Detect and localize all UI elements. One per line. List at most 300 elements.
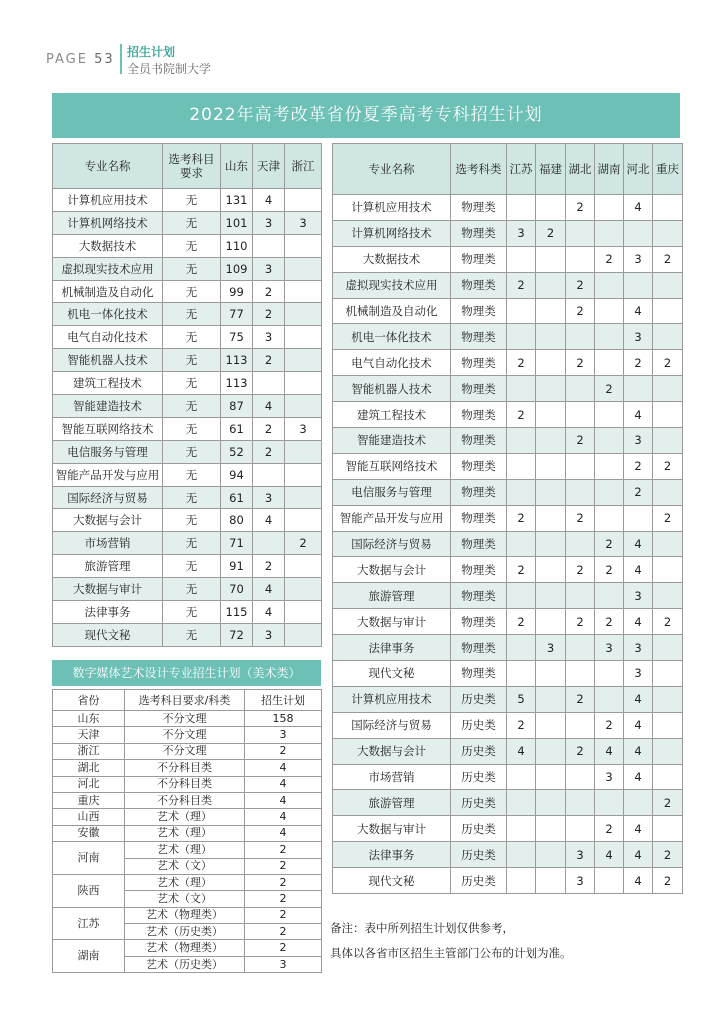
table-cell: 3 xyxy=(253,211,285,234)
table-cell xyxy=(595,272,624,298)
table-cell: 艺术（理） xyxy=(125,809,245,825)
table-cell xyxy=(595,350,624,376)
table-cell: 2 xyxy=(595,609,624,635)
table-header-row xyxy=(53,144,322,189)
right-enrollment-table xyxy=(332,143,683,894)
table-row xyxy=(53,874,322,890)
table-cell: 2 xyxy=(653,609,683,635)
table-cell xyxy=(507,324,536,350)
table-cell: 不分科目类 xyxy=(125,776,245,792)
table-row xyxy=(53,326,322,349)
column-header: 山东 xyxy=(221,144,253,189)
table-cell: 4 xyxy=(624,195,653,221)
table-cell: 大数据技术 xyxy=(333,246,451,272)
table-cell: 3 xyxy=(624,635,653,661)
table-cell: 4 xyxy=(624,868,653,894)
table-cell: 物理类 xyxy=(451,661,507,687)
table-cell xyxy=(507,246,536,272)
table-cell: 不分文理 xyxy=(125,711,245,727)
table-cell xyxy=(566,402,595,428)
table-cell: 3 xyxy=(253,486,285,509)
table-cell: 3 xyxy=(253,257,285,280)
table-cell: 智能机器人技术 xyxy=(333,376,451,402)
table-cell: 4 xyxy=(624,764,653,790)
table-cell: 物理类 xyxy=(451,635,507,661)
table-cell: 2 xyxy=(507,712,536,738)
table-cell: 物理类 xyxy=(451,505,507,531)
table-cell: 艺术（理） xyxy=(125,874,245,890)
table-cell: 4 xyxy=(624,712,653,738)
table-cell xyxy=(536,272,566,298)
table-cell: 物理类 xyxy=(451,557,507,583)
table-cell xyxy=(536,402,566,428)
table-cell: 智能互联网络技术 xyxy=(53,417,163,440)
table-cell: 3 xyxy=(624,324,653,350)
table-cell xyxy=(507,376,536,402)
table-cell xyxy=(536,350,566,376)
table-cell: 智能产品开发与应用 xyxy=(333,505,451,531)
column-header: 招生计划 xyxy=(245,690,322,711)
table-cell: 建筑工程技术 xyxy=(333,402,451,428)
table-cell xyxy=(653,686,683,712)
table-cell: 2 xyxy=(624,453,653,479)
table-row xyxy=(53,940,322,956)
table-cell: 物理类 xyxy=(451,428,507,454)
table-cell: 131 xyxy=(221,189,253,212)
column-header: 省份 xyxy=(53,690,125,711)
table-cell: 旅游管理 xyxy=(53,555,163,578)
table-row xyxy=(333,712,683,738)
table-cell: 艺术（历史类） xyxy=(125,924,245,940)
table-row xyxy=(333,376,683,402)
table-cell: 历史类 xyxy=(451,816,507,842)
table-cell: 陕西 xyxy=(53,874,125,907)
table-cell: 物理类 xyxy=(451,583,507,609)
table-cell xyxy=(285,395,322,418)
table-cell xyxy=(624,272,653,298)
table-cell xyxy=(285,578,322,601)
table-cell: 2 xyxy=(653,790,683,816)
table-cell xyxy=(507,531,536,557)
table-row xyxy=(53,189,322,212)
table-cell: 智能互联网络技术 xyxy=(333,453,451,479)
table-row xyxy=(333,686,683,712)
table-cell: 113 xyxy=(221,349,253,372)
table-cell: 2 xyxy=(566,686,595,712)
table-cell xyxy=(285,623,322,646)
table-row xyxy=(53,395,322,418)
table-row xyxy=(53,486,322,509)
table-row xyxy=(333,635,683,661)
table-cell: 历史类 xyxy=(451,712,507,738)
table-cell: 无 xyxy=(163,395,221,418)
table-cell: 4 xyxy=(245,776,322,792)
column-header: 选考科类 xyxy=(451,144,507,195)
table-cell: 物理类 xyxy=(451,453,507,479)
table-cell: 河南 xyxy=(53,842,125,875)
table-cell: 大数据技术 xyxy=(53,234,163,257)
table-row xyxy=(53,303,322,326)
table-cell xyxy=(507,790,536,816)
table-cell xyxy=(653,195,683,221)
table-row xyxy=(333,531,683,557)
table-cell xyxy=(507,428,536,454)
table-cell: 4 xyxy=(624,609,653,635)
table-cell: 2 xyxy=(566,505,595,531)
table-cell xyxy=(653,428,683,454)
table-cell xyxy=(653,402,683,428)
table-cell: 无 xyxy=(163,303,221,326)
table-cell xyxy=(253,372,285,395)
table-cell xyxy=(285,257,322,280)
table-cell: 无 xyxy=(163,601,221,624)
table-cell xyxy=(507,583,536,609)
table-cell xyxy=(595,402,624,428)
table-cell xyxy=(595,661,624,687)
table-cell xyxy=(566,531,595,557)
table-cell xyxy=(566,816,595,842)
table-row xyxy=(53,211,322,234)
table-cell: 物理类 xyxy=(451,298,507,324)
table-cell: 国际经济与贸易 xyxy=(333,531,451,557)
table-cell xyxy=(536,764,566,790)
table-cell: 无 xyxy=(163,326,221,349)
table-cell: 2 xyxy=(653,350,683,376)
table-cell: 2 xyxy=(653,505,683,531)
left-enrollment-table xyxy=(52,143,322,647)
table-cell: 2 xyxy=(653,246,683,272)
table-cell: 法律事务 xyxy=(53,601,163,624)
table-cell: 物理类 xyxy=(451,531,507,557)
table-cell: 历史类 xyxy=(451,764,507,790)
table-cell: 物理类 xyxy=(451,195,507,221)
table-cell xyxy=(536,505,566,531)
table-cell: 80 xyxy=(221,509,253,532)
table-cell xyxy=(253,234,285,257)
column-header: 江苏 xyxy=(507,144,536,195)
table-cell: 3 xyxy=(624,428,653,454)
table-cell: 大数据与会计 xyxy=(333,557,451,583)
table-cell xyxy=(595,220,624,246)
table-cell xyxy=(253,463,285,486)
table-row xyxy=(53,842,322,858)
column-header: 选考科目 要求 xyxy=(163,144,221,189)
table-row xyxy=(333,479,683,505)
table-cell: 湖北 xyxy=(53,760,125,776)
table-cell: 智能建造技术 xyxy=(53,395,163,418)
table-cell xyxy=(595,790,624,816)
column-header: 重庆 xyxy=(653,144,683,195)
table-cell: 2 xyxy=(253,303,285,326)
table-cell: 2 xyxy=(566,557,595,583)
table-cell: 历史类 xyxy=(451,842,507,868)
table-cell xyxy=(653,635,683,661)
table-cell: 2 xyxy=(507,609,536,635)
table-cell: 2 xyxy=(507,350,536,376)
table-cell xyxy=(536,738,566,764)
page-label: PAGE 53 xyxy=(46,52,115,67)
table-cell: 87 xyxy=(221,395,253,418)
page-number: 53 xyxy=(94,52,115,67)
table-cell: 法律事务 xyxy=(333,842,451,868)
table-cell: 4 xyxy=(624,816,653,842)
table-cell: 历史类 xyxy=(451,738,507,764)
table-cell xyxy=(595,298,624,324)
table-cell: 电信服务与管理 xyxy=(53,440,163,463)
table-header-row xyxy=(333,144,683,195)
table-cell: 艺术（理） xyxy=(125,825,245,841)
table-cell: 机械制造及自动化 xyxy=(333,298,451,324)
table-cell: 2 xyxy=(507,557,536,583)
column-header: 湖北 xyxy=(566,144,595,195)
table-cell: 历史类 xyxy=(451,868,507,894)
table-cell: 物理类 xyxy=(451,479,507,505)
table-cell: 机电一体化技术 xyxy=(333,324,451,350)
table-cell xyxy=(595,324,624,350)
table-cell: 不分科目类 xyxy=(125,792,245,808)
school-slogan: 全员书院制大学 xyxy=(127,62,212,76)
table-cell: 无 xyxy=(163,555,221,578)
table-cell xyxy=(536,661,566,687)
table-cell: 虚拟现实技术应用 xyxy=(333,272,451,298)
table-cell: 4 xyxy=(253,189,285,212)
table-cell: 智能建造技术 xyxy=(333,428,451,454)
table-cell xyxy=(285,234,322,257)
table-cell xyxy=(285,280,322,303)
table-cell: 艺术（文） xyxy=(125,891,245,907)
table-cell xyxy=(285,555,322,578)
art-table-title: 数字媒体艺术设计专业招生计划（美术类） xyxy=(52,660,321,686)
note-line-1: 备注：表中所列招生计划仅供参考， xyxy=(330,921,514,935)
table-cell: 无 xyxy=(163,623,221,646)
table-cell xyxy=(536,195,566,221)
table-cell: 不分文理 xyxy=(125,743,245,759)
table-cell: 电气自动化技术 xyxy=(333,350,451,376)
table-row xyxy=(333,195,683,221)
table-cell: 94 xyxy=(221,463,253,486)
table-cell xyxy=(536,790,566,816)
table-row xyxy=(333,764,683,790)
column-header: 河北 xyxy=(624,144,653,195)
table-cell xyxy=(507,661,536,687)
table-cell xyxy=(536,298,566,324)
table-cell xyxy=(566,764,595,790)
table-cell: 4 xyxy=(245,760,322,776)
table-cell xyxy=(624,790,653,816)
table-row xyxy=(53,349,322,372)
section-title: 招生计划 xyxy=(127,45,176,59)
table-cell xyxy=(653,220,683,246)
table-cell: 无 xyxy=(163,463,221,486)
table-cell xyxy=(624,505,653,531)
table-cell xyxy=(285,349,322,372)
table-row xyxy=(53,532,322,555)
table-cell: 70 xyxy=(221,578,253,601)
table-cell: 历史类 xyxy=(451,790,507,816)
table-cell: 3 xyxy=(566,868,595,894)
table-cell: 山西 xyxy=(53,809,125,825)
table-cell: 艺术（历史类） xyxy=(125,956,245,972)
table-cell: 现代文秘 xyxy=(333,868,451,894)
table-row xyxy=(53,711,322,727)
table-cell xyxy=(285,326,322,349)
table-row xyxy=(53,417,322,440)
table-row xyxy=(333,661,683,687)
table-cell xyxy=(595,505,624,531)
art-enrollment-table xyxy=(52,689,322,973)
table-cell xyxy=(285,486,322,509)
table-cell xyxy=(536,583,566,609)
table-cell xyxy=(566,583,595,609)
table-cell: 大数据与会计 xyxy=(333,738,451,764)
table-row xyxy=(53,601,322,624)
table-cell: 法律事务 xyxy=(333,635,451,661)
table-cell xyxy=(507,842,536,868)
table-cell: 无 xyxy=(163,189,221,212)
table-row xyxy=(333,790,683,816)
table-cell: 2 xyxy=(595,712,624,738)
table-cell: 计算机应用技术 xyxy=(53,189,163,212)
table-cell: 天津 xyxy=(53,727,125,743)
table-cell: 艺术（物理类） xyxy=(125,907,245,923)
table-cell: 3 xyxy=(624,661,653,687)
table-cell: 2 xyxy=(245,891,322,907)
table-cell: 115 xyxy=(221,601,253,624)
table-cell xyxy=(536,479,566,505)
table-cell: 4 xyxy=(595,842,624,868)
table-cell xyxy=(653,816,683,842)
table-cell: 2 xyxy=(624,479,653,505)
table-cell: 99 xyxy=(221,280,253,303)
table-cell: 电信服务与管理 xyxy=(333,479,451,505)
table-cell: 物理类 xyxy=(451,246,507,272)
table-cell: 113 xyxy=(221,372,253,395)
column-header: 浙江 xyxy=(285,144,322,189)
table-cell: 4 xyxy=(624,738,653,764)
table-cell: 61 xyxy=(221,486,253,509)
table-cell: 市场营销 xyxy=(53,532,163,555)
table-cell: 物理类 xyxy=(451,350,507,376)
table-cell: 2 xyxy=(566,428,595,454)
table-cell: 山东 xyxy=(53,711,125,727)
table-cell xyxy=(653,583,683,609)
table-cell: 河北 xyxy=(53,776,125,792)
table-cell: 不分科目类 xyxy=(125,760,245,776)
table-row xyxy=(53,760,322,776)
table-cell: 2 xyxy=(595,816,624,842)
table-cell: 艺术（文） xyxy=(125,858,245,874)
table-cell xyxy=(595,868,624,894)
table-cell: 110 xyxy=(221,234,253,257)
table-cell xyxy=(566,376,595,402)
table-cell xyxy=(653,531,683,557)
table-cell: 物理类 xyxy=(451,272,507,298)
table-cell: 机械制造及自动化 xyxy=(53,280,163,303)
table-cell xyxy=(507,764,536,790)
table-cell: 艺术（物理类） xyxy=(125,940,245,956)
table-cell: 物理类 xyxy=(451,609,507,635)
table-cell: 现代文秘 xyxy=(53,623,163,646)
table-cell xyxy=(536,712,566,738)
column-header: 天津 xyxy=(253,144,285,189)
table-cell: 虚拟现实技术应用 xyxy=(53,257,163,280)
table-cell xyxy=(285,509,322,532)
table-cell: 3 xyxy=(624,246,653,272)
table-cell: 智能产品开发与应用 xyxy=(53,463,163,486)
table-cell: 4 xyxy=(624,531,653,557)
table-cell: 3 xyxy=(536,635,566,661)
table-cell xyxy=(285,372,322,395)
table-row xyxy=(333,842,683,868)
table-cell: 湖南 xyxy=(53,940,125,973)
table-row xyxy=(333,557,683,583)
table-cell: 72 xyxy=(221,623,253,646)
table-row xyxy=(333,868,683,894)
table-cell xyxy=(653,557,683,583)
table-row xyxy=(333,402,683,428)
table-row xyxy=(53,509,322,532)
table-row xyxy=(53,463,322,486)
table-row xyxy=(333,350,683,376)
table-cell: 101 xyxy=(221,211,253,234)
table-cell: 4 xyxy=(595,738,624,764)
table-row xyxy=(53,727,322,743)
table-cell xyxy=(536,531,566,557)
table-cell xyxy=(536,453,566,479)
table-cell xyxy=(507,479,536,505)
table-cell: 158 xyxy=(245,711,322,727)
table-cell: 4 xyxy=(624,402,653,428)
table-cell: 大数据与审计 xyxy=(333,609,451,635)
table-cell: 2 xyxy=(566,298,595,324)
table-cell xyxy=(566,712,595,738)
table-cell xyxy=(285,303,322,326)
table-cell: 77 xyxy=(221,303,253,326)
table-cell xyxy=(595,195,624,221)
table-cell: 4 xyxy=(253,509,285,532)
table-cell: 现代文秘 xyxy=(333,661,451,687)
table-row xyxy=(333,738,683,764)
table-cell: 2 xyxy=(653,453,683,479)
table-cell: 智能机器人技术 xyxy=(53,349,163,372)
table-cell xyxy=(285,189,322,212)
table-cell: 2 xyxy=(536,220,566,246)
table-cell xyxy=(653,764,683,790)
table-cell: 不分文理 xyxy=(125,727,245,743)
table-cell: 物理类 xyxy=(451,220,507,246)
table-cell: 无 xyxy=(163,440,221,463)
table-cell: 物理类 xyxy=(451,402,507,428)
table-row xyxy=(333,246,683,272)
table-cell: 4 xyxy=(245,825,322,841)
table-cell xyxy=(536,324,566,350)
table-cell: 无 xyxy=(163,234,221,257)
table-row xyxy=(333,816,683,842)
table-cell: 2 xyxy=(624,350,653,376)
table-row xyxy=(53,825,322,841)
table-cell: 安徽 xyxy=(53,825,125,841)
table-cell: 建筑工程技术 xyxy=(53,372,163,395)
table-cell: 3 xyxy=(253,326,285,349)
table-cell xyxy=(507,453,536,479)
table-row xyxy=(333,324,683,350)
table-cell: 2 xyxy=(253,349,285,372)
table-cell xyxy=(507,635,536,661)
table-cell xyxy=(285,463,322,486)
table-cell xyxy=(653,661,683,687)
table-cell: 大数据与审计 xyxy=(333,816,451,842)
table-cell: 3 xyxy=(245,727,322,743)
